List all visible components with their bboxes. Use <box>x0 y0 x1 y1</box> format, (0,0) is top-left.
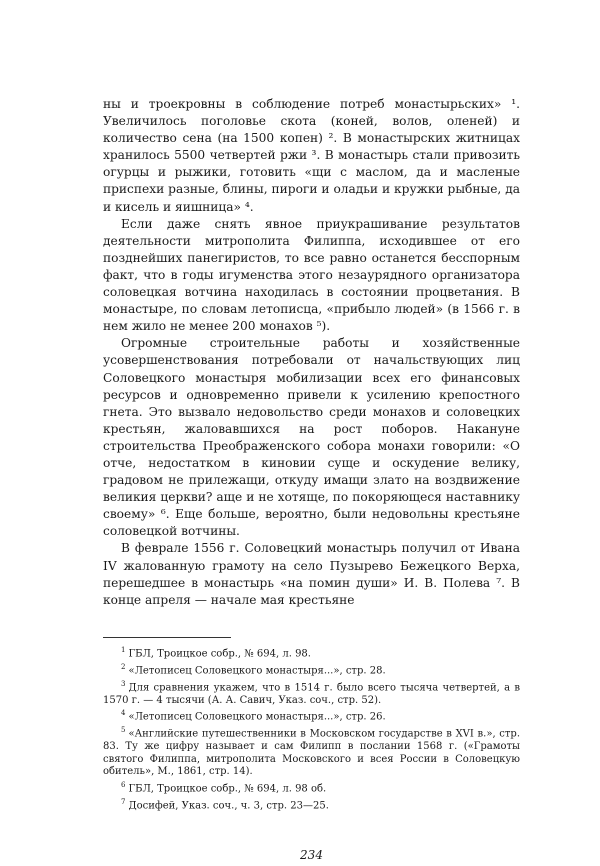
footnote-text: ГБЛ, Троицкое собр., № 694, л. 98 об. <box>128 783 327 795</box>
footnote <box>103 644 520 661</box>
page-text-block <box>103 96 520 862</box>
footnotes <box>103 644 520 813</box>
footnote <box>103 707 520 724</box>
footnote-number: 4 <box>121 709 126 718</box>
footnote-text: Для сравнения укажем, что в 1514 г. было всего тысяча четвертей, а в 1570 г. — 4 тысячи (А. А. Савич, Указ. соч., стр. 52). <box>103 681 520 706</box>
footnote <box>103 724 520 779</box>
footnote-text: «Летописец Соловецкого монастыря...», стр. 28. <box>128 665 386 677</box>
footnote-number: 6 <box>121 780 126 789</box>
footnote-text: «Английские путешественники в Московском государстве в XVI в.», стр. 83. Ту же цифру называет и сам Филипп в послании 1568 г. («Грамоты святого Филиппа, митрополита Московского и всея России в Соловецкую обитель», М., 1861, стр. 14). <box>103 728 520 778</box>
footnote-number: 2 <box>121 662 126 671</box>
footnote-number: 5 <box>121 726 126 735</box>
footnote-text: Досифей, Указ. соч., ч. 3, стр. 23—25. <box>128 800 329 812</box>
paragraph-3: Огромные строительные работы и хозяйственные усовершенствования потребовали от начальствующих лиц Соловецкого монастыря мобилизации всех его финансовых ресурсов и одновременно привели к усилению крепостного гнета. Это вызвало недовольство среди монахов и соловецких крестьян, жаловавшихся на рост поборов. Накануне строительства Преображенского собора монахи говорили: «О отче, недостатком в киновии суще и оскудение велику, градовом не прилежащи, откуду имащи злато на воздвижение великия церкви? аще и не хотяще, по покоряющеся наставнику своему» ⁶. Еще больше, вероятно, были недовольны крестьяне соловецкой вотчины. <box>103 336 520 539</box>
footnote <box>103 779 520 796</box>
footnote <box>103 661 520 678</box>
footnote-number: 3 <box>121 679 126 688</box>
footnote-divider <box>103 637 231 638</box>
footnote <box>103 678 520 708</box>
page-number: 234 <box>300 848 323 862</box>
footnote <box>103 796 520 813</box>
paragraph-1: ны и троекровны в соблюдение потреб монастырьских» ¹. Увеличилось поголовье скота (коней, волов, оленей) и количество сена (на 1500 копен) ². В монастырских житницах хранилось 5500 четвертей ржи ³. В монастырь стали привозить огурцы и рыжики, готовить «щи с маслом, да и масленые приспехи разные, блины, пироги и оладьи и кружки рыбные, да и кисель и яишница» ⁴. <box>103 97 520 214</box>
paragraph-4: В феврале 1556 г. Соловецкий монастырь получил от Ивана IV жалованную грамоту на село Пузырево Бежецкого Верха, перешедшее в монастырь «на помин души» И. В. Полева ⁷. В конце апреля — начале мая крестьяне <box>103 541 520 607</box>
footnote-number: 1 <box>121 645 126 654</box>
footnote-number: 7 <box>121 797 126 806</box>
footnote-text: ГБЛ, Троицкое собр., № 694, л. 98. <box>128 648 311 660</box>
paragraph-2: Если даже снять явное приукрашивание результатов деятельности митрополита Филиппа, исходившее от его позднейших панегиристов, то все равно останется бесспорным факт, что в годы игуменства этого незаурядного организатора соловецкая вотчина находилась в состоянии процветания. В монастыре, по словам летописца, «прибыло людей» (в 1566 г. в нем жило не менее 200 монахов ⁵). <box>103 216 520 334</box>
footnote-text: «Летописец Соловецкого монастыря...», стр. 26. <box>128 711 386 723</box>
